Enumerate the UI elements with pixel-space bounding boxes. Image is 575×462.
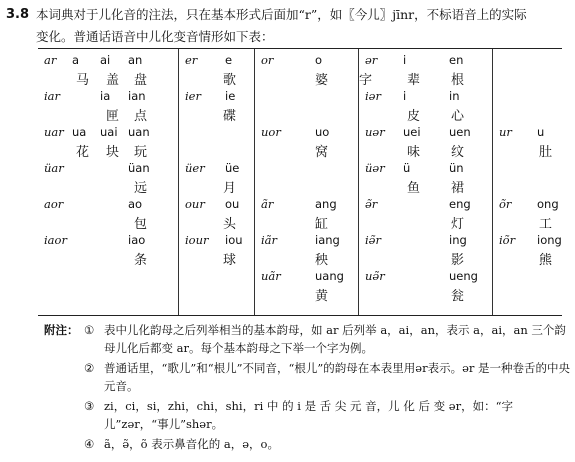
table-column-group [358, 49, 492, 315]
table-cell [359, 53, 493, 89]
base-final: ia [100, 89, 111, 103]
table-column-group [254, 49, 358, 315]
table-cell [179, 53, 255, 89]
example-character: 鱼 [407, 181, 421, 196]
erhua-final: iãr [261, 233, 278, 247]
example-character: 纹 [451, 145, 465, 160]
note-item-1 [44, 322, 572, 357]
erhua-final: üer [185, 161, 205, 175]
example-character: 工 [539, 217, 553, 232]
example-character: 盖 [106, 73, 120, 88]
base-final: ian [128, 89, 146, 103]
erhua-final: aor [44, 197, 64, 211]
table-cell [38, 233, 178, 269]
table-cell [38, 161, 178, 197]
base-final: uo [315, 125, 330, 139]
notes-head: 附注： [44, 323, 79, 337]
note-text: ã，ə̃，õ 表示鼻音化的 a，ə，o。 [104, 437, 279, 451]
base-final: a [72, 53, 80, 67]
table-cell [359, 125, 493, 161]
table-cell [179, 89, 255, 125]
table-cell [359, 197, 493, 233]
base-final: iong [537, 233, 562, 247]
table-column-group [38, 49, 178, 315]
table-cell [359, 269, 493, 305]
table-cell [493, 233, 563, 269]
base-final: in [449, 89, 460, 103]
table-cell [493, 125, 563, 161]
table-cell [179, 197, 255, 233]
base-final: uai [100, 125, 118, 139]
erhua-final: iər [365, 89, 381, 103]
example-character: 熊 [539, 253, 553, 268]
base-final: o [315, 53, 323, 67]
erhua-final: our [185, 197, 205, 211]
erhua-final: üar [44, 161, 64, 175]
example-character: 肚 [539, 145, 553, 160]
example-character: 歌 [223, 73, 237, 88]
example-character: 月 [223, 181, 237, 196]
table-cell [38, 197, 178, 233]
table-cell [38, 125, 178, 161]
erhua-final: ur [499, 125, 512, 139]
example-character: 字 [359, 73, 373, 88]
example-character: 远 [134, 181, 148, 196]
base-final: ou [225, 197, 240, 211]
note-number: ③ [84, 399, 95, 413]
erhua-final: uãr [261, 269, 281, 283]
base-final: ai [100, 53, 111, 67]
erhua-final: iõr [499, 233, 516, 247]
base-final: ang [315, 197, 337, 211]
erhua-final: iar [44, 89, 61, 103]
base-final: en [449, 53, 464, 67]
base-final: üan [128, 161, 150, 175]
example-character: 心 [451, 109, 465, 124]
example-character: 块 [106, 145, 120, 160]
example-character: 盘 [134, 73, 148, 88]
example-character: 球 [223, 253, 237, 268]
table-cell [179, 125, 255, 161]
example-character: 瓮 [451, 289, 465, 304]
base-final: i [403, 89, 407, 103]
base-final: uei [403, 125, 421, 139]
erhua-final: uə̃r [365, 269, 385, 283]
base-final: uang [315, 269, 344, 283]
example-character: 秧 [315, 253, 329, 268]
table-cell [255, 197, 359, 233]
table-cell [493, 89, 563, 125]
erhua-final: õr [499, 197, 512, 211]
example-character: 马 [76, 73, 90, 88]
example-character: 皮 [407, 109, 421, 124]
example-character: 点 [134, 109, 148, 124]
table-cell [359, 233, 493, 269]
erhua-final: er [185, 53, 198, 67]
table-column-group [492, 49, 562, 315]
table-column-group [178, 49, 254, 315]
table-cell [493, 161, 563, 197]
intro-paragraph [6, 4, 568, 48]
note-number: ② [84, 361, 95, 375]
table-cell [255, 161, 359, 197]
table-cell [179, 233, 255, 269]
note-text: 普通话里，“歌儿”和“根儿”不同音，“根儿”的韵母在本表里用ər表示。ər 是一种卷舌的中央元音。 [104, 361, 571, 393]
table-cell [255, 269, 359, 305]
note-item-2 [44, 360, 572, 395]
note-text: 表中儿化韵母之后列举相当的基本韵母，如 ar 后列举 a，ai，an，表示 a，ai，an 三个韵母儿化后都变 ar。每个基本韵母之下举一个字为例。 [104, 323, 566, 355]
table-cell [493, 197, 563, 233]
example-character: 裙 [451, 181, 465, 196]
base-final: uen [449, 125, 471, 139]
base-final: ueng [449, 269, 478, 283]
table-cell [38, 89, 178, 125]
base-final: iao [128, 233, 146, 247]
base-final: an [128, 53, 143, 67]
erhua-final: ãr [261, 197, 274, 211]
base-final: e [225, 53, 233, 67]
table-cell [179, 161, 255, 197]
notes-section [44, 322, 572, 457]
example-character: 婆 [315, 73, 329, 88]
table-cell [255, 53, 359, 89]
intro-line-2: 变化。普通话语音中儿化变音情形如下表： [36, 29, 274, 44]
base-final: eng [449, 197, 471, 211]
table-cell [255, 89, 359, 125]
example-character: 玩 [134, 145, 148, 160]
erhua-final: ar [44, 53, 57, 67]
erhua-final: üər [365, 161, 385, 175]
table-cell [255, 233, 359, 269]
base-final: ün [449, 161, 464, 175]
base-final: ie [225, 89, 236, 103]
erhua-final: ier [185, 89, 201, 103]
base-final: u [537, 125, 545, 139]
example-character: 条 [134, 253, 148, 268]
example-character: 头 [223, 217, 237, 232]
erhua-final: iaor [44, 233, 67, 247]
section-number: 3.8 [6, 7, 30, 22]
erhua-final: ə̃r [365, 197, 378, 211]
base-final: uan [128, 125, 150, 139]
erhua-final: or [261, 53, 274, 67]
base-final: ing [449, 233, 467, 247]
base-final: ü [403, 161, 411, 175]
erhua-final: uor [261, 125, 281, 139]
base-final: i [403, 53, 407, 67]
example-character: 灯 [451, 217, 465, 232]
table-cell [359, 89, 493, 125]
note-item-3 [44, 398, 572, 433]
base-final: ao [128, 197, 143, 211]
erhua-final: iour [185, 233, 209, 247]
base-final: iang [315, 233, 340, 247]
example-character: 味 [407, 145, 421, 160]
erhua-final: iə̃r [365, 233, 381, 247]
example-character: 根 [451, 73, 465, 88]
example-character: 窝 [315, 145, 329, 160]
base-final: ong [537, 197, 559, 211]
note-text: zi，ci，si，zhi，chi，shi，ri 中 的 i 是 舌 尖 元 音，儿 化 后 变 ər，如：“字儿”zər，“事儿”shər。 [104, 399, 513, 431]
example-character: 影 [451, 253, 465, 268]
example-character: 包 [134, 217, 148, 232]
erhua-table [38, 48, 562, 316]
note-number: ④ [84, 437, 95, 451]
base-final: üe [225, 161, 240, 175]
intro-line-1: 本词典对于儿化音的注法，只在基本形式后面加“r”，如〖今儿〗jīnr，不标语音上的实际 [36, 7, 527, 22]
example-character: 缸 [315, 217, 329, 232]
example-character: 花 [76, 145, 90, 160]
table-cell [493, 53, 563, 89]
example-character: 辈 [407, 73, 421, 88]
example-character: 匣 [106, 109, 120, 124]
example-character: 碟 [223, 109, 237, 124]
erhua-final: uər [365, 125, 385, 139]
erhua-final: uar [44, 125, 64, 139]
erhua-final: ər [365, 53, 378, 67]
base-final: ua [72, 125, 87, 139]
note-number: ① [84, 323, 95, 337]
example-character: 黄 [315, 289, 329, 304]
table-cell [255, 125, 359, 161]
table-cell [38, 53, 178, 89]
note-item-4 [44, 436, 572, 454]
table-cell [359, 161, 493, 197]
base-final: iou [225, 233, 243, 247]
